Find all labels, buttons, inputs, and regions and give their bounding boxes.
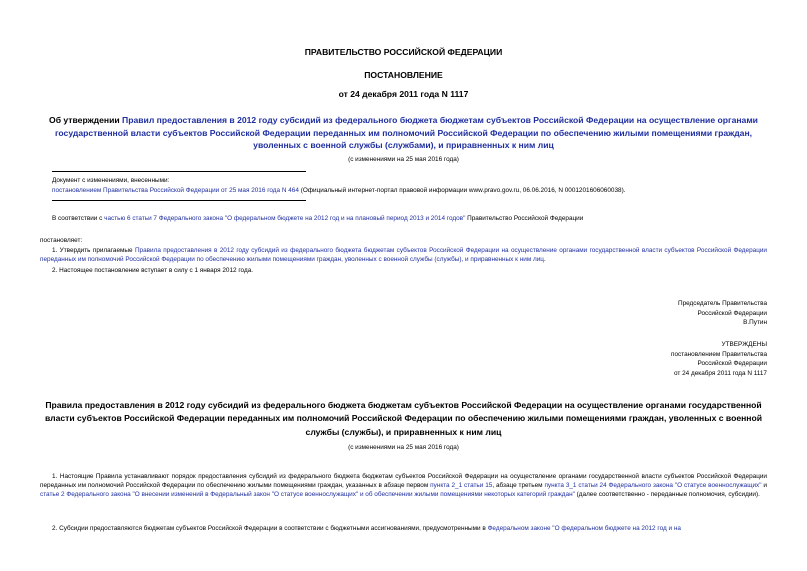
signature-block: [678, 299, 767, 328]
rule-1-text-b: , абзаце третьем: [492, 482, 545, 489]
item-2: 2. Настоящее постановление вступает в силу с 1 января 2012 года.: [52, 267, 254, 274]
rules-title: Правила предоставления в 2012 году субсидий из федерального бюджета бюджетам субъектов Российской Федерации на осуществление органами государственной власти субъектов Российской Федерации переданных им полномочий Российской Федерации по обеспечению жилыми помещениями граждан, уволенных с военной службы (службы), и приравненных к ним лиц: [44, 400, 763, 437]
item-1-suffix: .: [543, 256, 546, 263]
item-1: [40, 246, 767, 264]
rule-1-text-d: (далее соответственно - переданные полномочия, субсидии).: [574, 491, 760, 498]
preamble-suffix: Правительство Российской Федерации: [465, 215, 584, 222]
approved-date-number: от 24 декабря 2011 года N 1117: [674, 369, 767, 377]
decides-text: постановляет:: [40, 237, 83, 244]
approved-by: постановлением Правительства: [671, 350, 767, 358]
approved-country: Российской Федерации: [697, 360, 767, 368]
article-24-link[interactable]: пункта 3_1 статьи 24 Федерального закона "О статусе военнослужащих": [544, 482, 762, 489]
rule-1: [40, 472, 767, 499]
document-date-number: от 24 декабря 2011 года N 1117: [338, 89, 469, 99]
document-type-heading: ПОСТАНОВЛЕНИЕ: [364, 70, 443, 80]
preamble: [52, 214, 583, 223]
preamble-prefix: В соответствии с: [52, 215, 105, 222]
signature-name: В.Путин: [743, 319, 767, 327]
rule-2-text: 2. Субсидии предоставляются бюджетам субъектов Российской Федерации в соответствии с бюджетными ассигнованиями, предусмотренными в: [52, 525, 488, 532]
changes-line: [52, 186, 626, 195]
title-rules-link[interactable]: Правил предоставления в 2012 году субсидий из федерального бюджета бюджетам субъектов Российской Федерации на осуществление органами государственной власти субъектов Российской Федерации переданных им полномочий Российской Федерации по обеспечению жилыми помещениями граждан, уволенных с военной службы (службами), и приравненных к ним лиц: [54, 115, 758, 151]
separator-bottom: [52, 200, 306, 201]
document-title: [40, 114, 767, 152]
signature-country: Российской Федерации: [697, 309, 767, 317]
decree-464-link[interactable]: постановлением Правительства Российской Федерации от 25 мая 2016 года N 464: [52, 187, 299, 194]
approved-block: [671, 340, 767, 378]
approved-word: УТВЕРЖДЕНЫ: [721, 341, 767, 348]
rules-amendment-note: (с изменениями на 25 мая 2016 года): [348, 444, 459, 451]
government-heading: ПРАВИТЕЛЬСТВО РОССИЙСКОЙ ФЕДЕРАЦИИ: [304, 47, 503, 57]
rule-1-text-c: и: [761, 482, 767, 489]
article-15-link[interactable]: пункта 2_1 статьи 15: [430, 482, 493, 489]
amendment-note: (с изменениями на 25 мая 2016 года): [348, 156, 459, 163]
separator-top: [52, 171, 306, 172]
federal-budget-law-link[interactable]: Федеральном законе "О федеральном бюджете на 2012 год и на: [487, 525, 681, 532]
changes-label: Документ с изменениями, внесенными:: [52, 177, 170, 184]
item-1-prefix: 1. Утвердить прилагаемые: [52, 247, 135, 254]
item-1-rules-link[interactable]: Правила предоставления в 2012 году субсидий из федерального бюджета бюджетам субъектов Российской Федерации на осуществление органами государственной власти субъектов Российской Федерации переданных им полномочий Российской Федерации по обеспечению жилыми помещениями граждан, уволенных с военной службы (службы), и приравненных к ним лиц: [40, 247, 767, 263]
signature-position: Председатель Правительства: [678, 300, 767, 307]
rule-1-text-a: 1. Настоящие Правила устанавливают порядок предоставления субсидий из федерального бюджета бюджетам субъектов Российской Федерации на осуществление органами государственной власти субъектов Российской Федерации переданных им полномочий Российской Федерации по обеспечению жилыми помещениями граждан, указанных в абзаце первом: [40, 473, 767, 489]
article-2-link[interactable]: статье 2 Федерального закона "О внесении изменений в Федеральный закон "О статусе военнослужащих" и об обеспечении жилыми помещениями некоторых категорий граждан": [40, 491, 575, 498]
budget-law-link[interactable]: частью 6 статьи 7 Федерального закона "О федеральном бюджете на 2012 год и на плановый период 2013 и 2014 годов": [104, 215, 466, 222]
rule-2: [52, 524, 681, 533]
title-prefix: Об утверждении: [49, 115, 123, 125]
changes-source: (Официальный интернет-портал правовой информации www.pravo.gov.ru, 06.06.2016, N 0001201606060038).: [298, 187, 626, 194]
